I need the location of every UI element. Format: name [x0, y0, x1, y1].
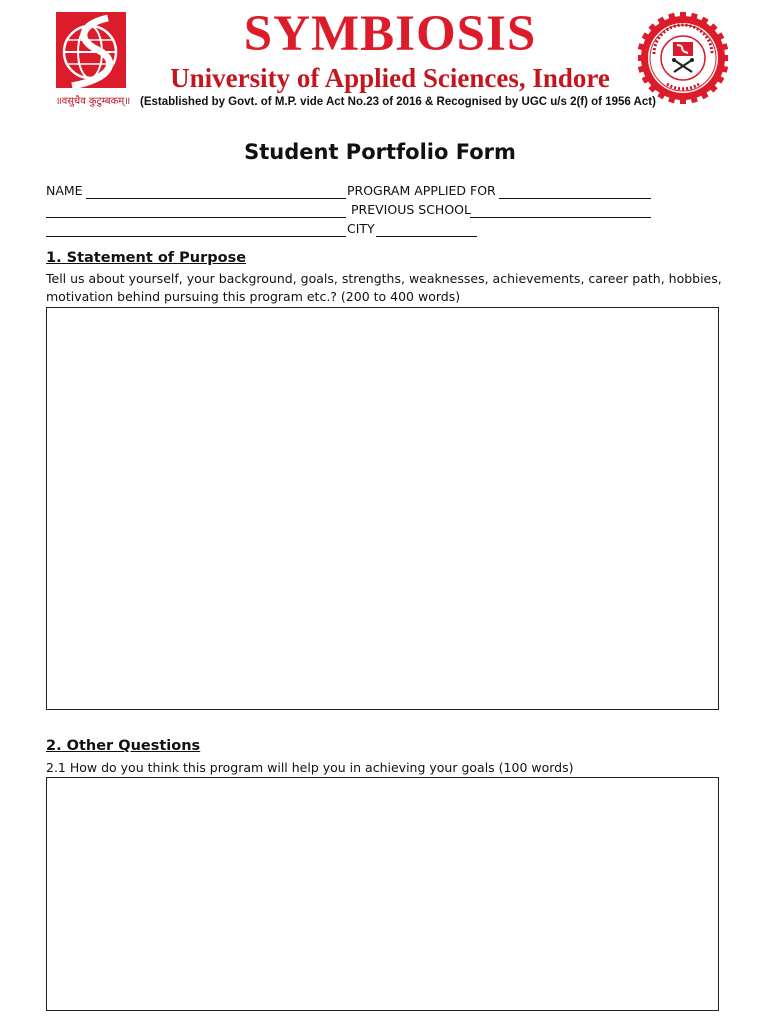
university-name: SYMBIOSIS [243, 6, 537, 62]
address-field[interactable] [46, 223, 346, 237]
name-field-continued[interactable] [46, 204, 346, 218]
form-title: Student Portfolio Form [244, 140, 516, 164]
statement-of-purpose-prompt: Tell us about yourself, your background, goals, strengths, weaknesses, achievements, career path, hobbies, motivation behind pursuing this program etc.? (200 to 400 words) [46, 271, 722, 304]
city-label: CITY [347, 221, 375, 236]
university-seal-icon [638, 10, 728, 108]
question-2-1-prompt: 2.1 How do you think this program will help you in achieving your goals (100 words) [46, 760, 574, 775]
section-heading-other-questions: 2. Other Questions [46, 738, 201, 754]
program-applied-for-label: PROGRAM APPLIED FOR [347, 183, 496, 198]
city-field[interactable] [376, 223, 477, 237]
statement-of-purpose-answer-box[interactable] [46, 307, 719, 710]
name-field[interactable] [86, 185, 346, 199]
university-subtitle: University of Applied Sciences, Indore [170, 63, 610, 93]
name-label: NAME [46, 183, 83, 198]
previous-school-field[interactable] [470, 204, 651, 218]
previous-school-label: PREVIOUS SCHOOL [351, 202, 471, 217]
establishment-note: (Established by Govt. of M.P. vide Act No.23 of 2016 & Recognised by UGC u/s 2(f) of 1956 Act) [140, 96, 656, 108]
program-applied-for-field[interactable] [499, 185, 651, 199]
question-2-1-answer-box[interactable] [46, 777, 719, 1011]
section-heading-statement-of-purpose: 1. Statement of Purpose [46, 250, 247, 266]
university-motto: ॥वसुधैव कुटुम्बकम्॥ [55, 96, 131, 107]
